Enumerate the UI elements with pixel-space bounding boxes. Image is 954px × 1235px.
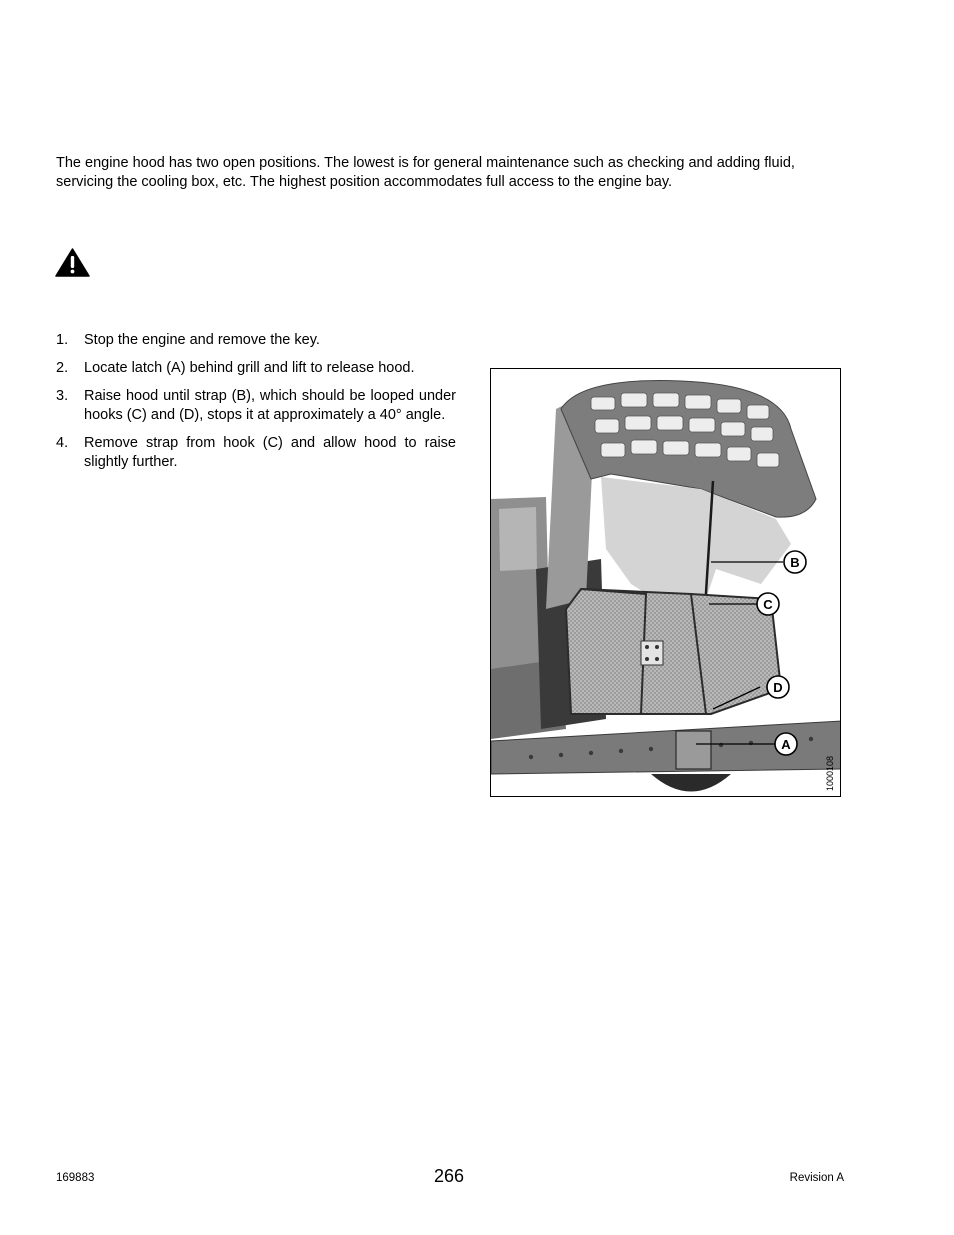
step-text: Raise hood until strap (B), which should be looped under hooks (C) and (D), stops it at approximately a 40° angle. — [84, 388, 456, 423]
step-text: Locate latch (A) behind grill and lift to release hood. — [84, 360, 415, 376]
intro-paragraph: The engine hood has two open positions. The lowest is for general maintenance such as checking and adding fluid, servicing the cooling box, etc. The highest position accommodates full access to the engine bay. — [56, 155, 795, 190]
step-number: 3. — [56, 388, 69, 404]
revision-label: Revision A — [789, 1172, 844, 1184]
callout-c-label: C — [763, 597, 773, 612]
step-item — [56, 387, 456, 425]
step-number: 4. — [56, 435, 69, 451]
step-text: Remove strap from hook (C) and allow hood to raise slightly further. — [84, 435, 456, 470]
callout-a-label: A — [781, 737, 791, 752]
step-text: Stop the engine and remove the key. — [84, 332, 320, 348]
image-id-label: 1000108 — [825, 755, 835, 791]
warning-triangle-icon — [55, 248, 90, 277]
page-number: 266 — [434, 1166, 465, 1186]
step-item — [56, 434, 456, 472]
callout-d-label: D — [773, 680, 783, 695]
step-item — [56, 331, 456, 350]
step-number: 2. — [56, 360, 69, 376]
engine-hood-illustration — [491, 369, 841, 797]
callout-b-label: B — [790, 555, 800, 570]
engine-hood-figure — [490, 368, 841, 797]
procedure-steps — [56, 331, 456, 481]
doc-number: 169883 — [56, 1172, 95, 1184]
step-item — [56, 359, 456, 378]
step-number: 1. — [56, 332, 69, 348]
